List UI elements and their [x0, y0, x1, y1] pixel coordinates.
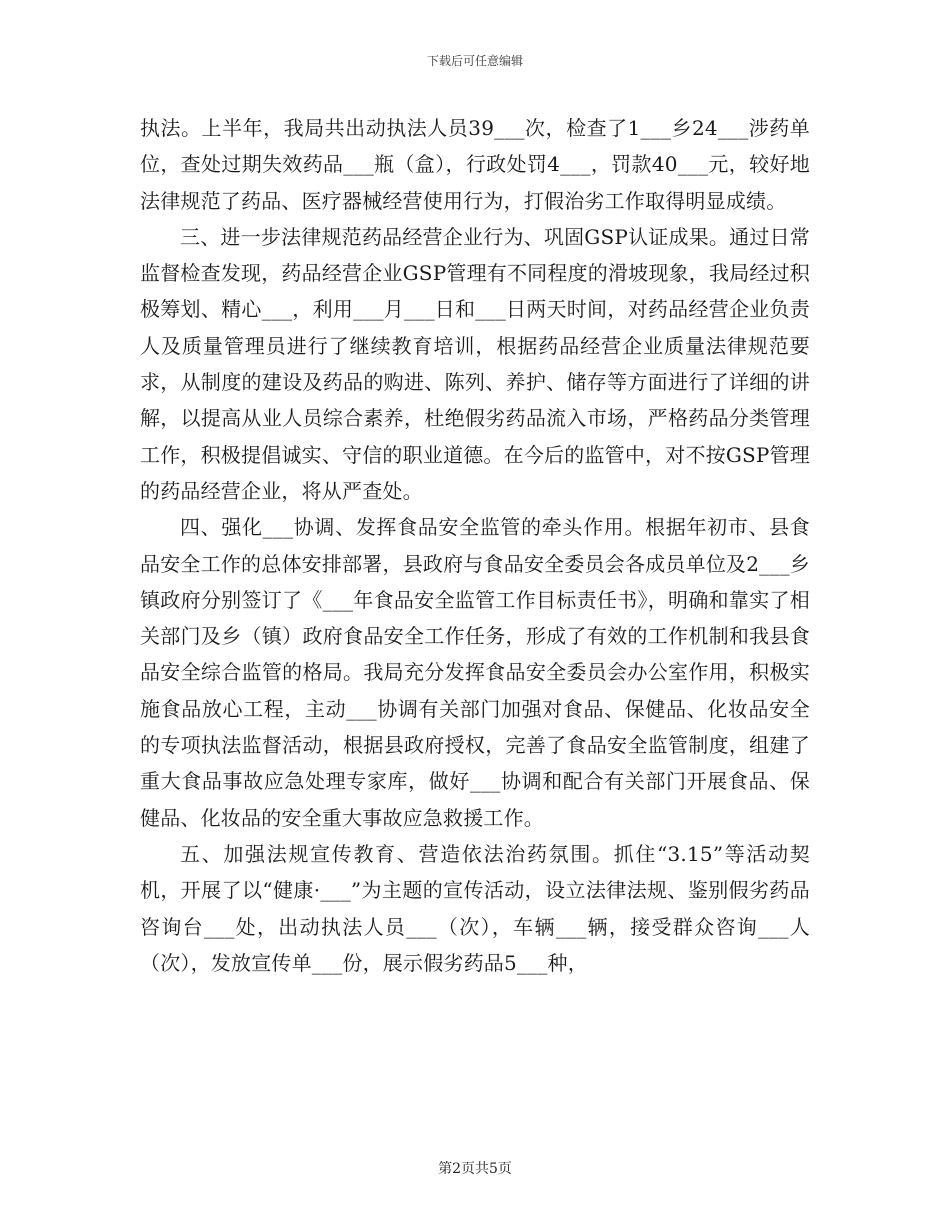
page-number: 第2页共5页: [438, 1161, 512, 1177]
paragraph-section-3: 三、进一步法律规范药品经营企业行为、巩固GSP认证成果。通过日常监督检查发现，药品经营企业GSP管理有不同程度的滑坡现象，我局经过积极筹划、精心___，利用___月___日和___日两天时间，对药品经营企业负责人及质量管理员进行了继续教育培训，根据药品经营企业质量法律规范要求，从制度的建设及药品的购进、陈列、养护、储存等方面进行了详细的讲解，以提高从业人员综合素养，杜绝假劣药品流入市场，严格药品分类管理工作，积极提倡诚实、守信的职业道德。在今后的监管中，对不按GSP管理的药品经营企业，将从严查处。: [140, 224, 810, 503]
document-body: [140, 110, 810, 981]
paragraph-section-5: 五、加强法规宣传教育、营造依法治药氛围。抓住“3.15”等活动契机，开展了以“健康·___”为主题的宣传活动，设立法律法规、鉴别假劣药品咨询台___处，出动执法人员___（次），车辆___辆，接受群众咨询___人（次），发放宣传单___份，展示假劣药品5___种，: [140, 841, 810, 975]
paragraph-section-4: 四、强化___协调、发挥食品安全监管的牵头作用。根据年初市、县食品安全工作的总体安排部署，县政府与食品安全委员会各成员单位及2___乡镇政府分别签订了《___年食品安全监管工作目标责任书》，明确和靠实了相关部门及乡（镇）政府食品安全工作任务，形成了有效的工作机制和我县食品安全综合监管的格局。我局充分发挥食品安全委员会办公室作用，积极实施食品放心工程，主动___协调有关部门加强对食品、保健品、化妆品安全的专项执法监督活动，根据县政府授权，完善了食品安全监管制度，组建了重大食品事故应急处理专家库，做好___协调和配合有关部门开展食品、保健品、化妆品的安全重大事故应急救援工作。: [140, 515, 810, 830]
header-note: 下载后可任意编辑: [426, 54, 523, 68]
paragraph-continuation: 执法。上半年，我局共出动执法人员39___次，检查了1___乡24___涉药单位，查处过期失效药品___瓶（盒），行政处罚4___，罚款40___元，较好地法律规范了药品、医疗器械经营使用行为，打假治劣工作取得明显成绩。: [140, 116, 810, 213]
